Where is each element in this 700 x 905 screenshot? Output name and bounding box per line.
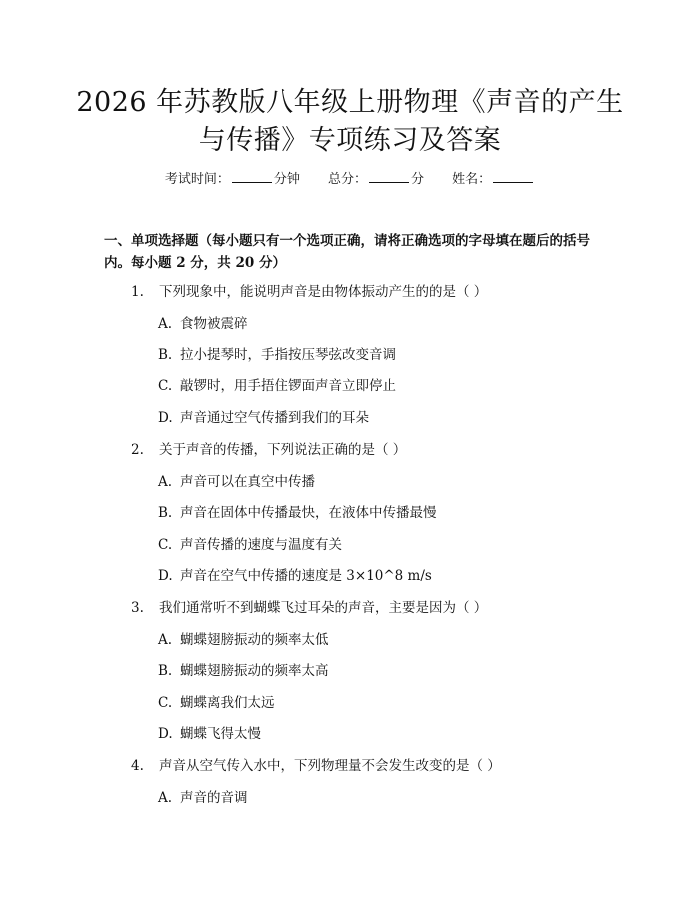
- question-number: 1.: [131, 284, 144, 300]
- option-letter: A.: [158, 316, 173, 332]
- option-letter: A.: [158, 632, 173, 648]
- name-blank: [493, 168, 533, 183]
- time-blank: [232, 168, 272, 183]
- option-letter: D.: [158, 568, 173, 584]
- question-stem: 下列现象中，能说明声音是由物体振动产生的的是（ ）: [159, 284, 488, 300]
- score-blank: [369, 168, 409, 183]
- option-letter: D.: [158, 726, 173, 742]
- option-text: 声音在空气中传播的速度是 3×10^8 m/s: [180, 568, 432, 584]
- option-letter: B.: [158, 505, 173, 521]
- question-stem: 我们通常听不到蝴蝶飞过耳朵的声音，主要是因为（ ）: [159, 600, 488, 616]
- option-text: 蝴蝶离我们太远: [180, 695, 275, 711]
- option-letter: C.: [158, 537, 173, 553]
- option-4a: [158, 788, 248, 808]
- exam-score: [328, 168, 424, 190]
- title-line-1: 2026 年苏教版八年级上册物理《声音的产生: [76, 87, 624, 118]
- option-1b: [158, 345, 396, 365]
- exam-meta: [0, 168, 700, 190]
- student-name: [452, 168, 535, 190]
- option-letter: B.: [158, 347, 173, 363]
- option-1a: [158, 314, 248, 334]
- question-1: [131, 282, 487, 302]
- title-line-2: 与传播》专项练习及答案: [198, 125, 502, 156]
- option-text: 声音通过空气传播到我们的耳朵: [180, 410, 369, 426]
- option-text: 蝴蝶翅膀振动的频率太高: [180, 663, 329, 679]
- option-2a: [158, 472, 315, 492]
- time-label: 考试时间：: [164, 172, 230, 187]
- name-label: 姓名：: [452, 172, 492, 187]
- option-text: 声音在固体中传播最快，在液体中传播最慢: [180, 505, 437, 521]
- question-number: 3.: [131, 600, 144, 616]
- option-1c: [158, 376, 396, 396]
- question-3: [131, 598, 487, 618]
- option-2c: [158, 535, 342, 555]
- option-letter: C.: [158, 378, 173, 394]
- option-text: 敲锣时，用手捂住锣面声音立即停止: [180, 378, 396, 394]
- option-text: 蝴蝶翅膀振动的频率太低: [180, 632, 329, 648]
- option-letter: B.: [158, 663, 173, 679]
- question-2: [131, 440, 406, 460]
- option-text: 声音传播的速度与温度有关: [180, 537, 342, 553]
- question-stem: 声音从空气传入水中，下列物理量不会发生改变的是（ ）: [159, 758, 501, 774]
- option-2d: [158, 566, 432, 586]
- question-number: 4.: [131, 758, 144, 774]
- question-number: 2.: [131, 442, 144, 458]
- option-letter: A.: [158, 790, 173, 806]
- time-unit: 分钟: [273, 172, 300, 187]
- document-title: [70, 84, 630, 160]
- option-3a: [158, 630, 329, 650]
- option-3d: [158, 724, 261, 744]
- option-text: 声音可以在真空中传播: [180, 474, 315, 490]
- option-text: 食物被震碎: [180, 316, 248, 332]
- option-2b: [158, 503, 437, 523]
- option-text: 拉小提琴时，手指按压琴弦改变音调: [180, 347, 396, 363]
- option-letter: A.: [158, 474, 173, 490]
- option-3c: [158, 693, 275, 713]
- option-3b: [158, 661, 329, 681]
- score-unit: 分: [411, 172, 425, 187]
- question-stem: 关于声音的传播，下列说法正确的是（ ）: [159, 442, 407, 458]
- option-text: 声音的音调: [180, 790, 248, 806]
- option-letter: C.: [158, 695, 173, 711]
- option-text: 蝴蝶飞得太慢: [180, 726, 261, 742]
- section-heading: 一、单项选择题（每小题只有一个选项正确，请将正确选项的字母填在题后的括号内。每小题 2 分，共 20 分）: [104, 233, 590, 271]
- question-4: [131, 756, 501, 776]
- score-label: 总分：: [327, 172, 367, 187]
- exam-time: [165, 168, 300, 190]
- option-letter: D.: [158, 410, 173, 426]
- option-1d: [158, 408, 369, 428]
